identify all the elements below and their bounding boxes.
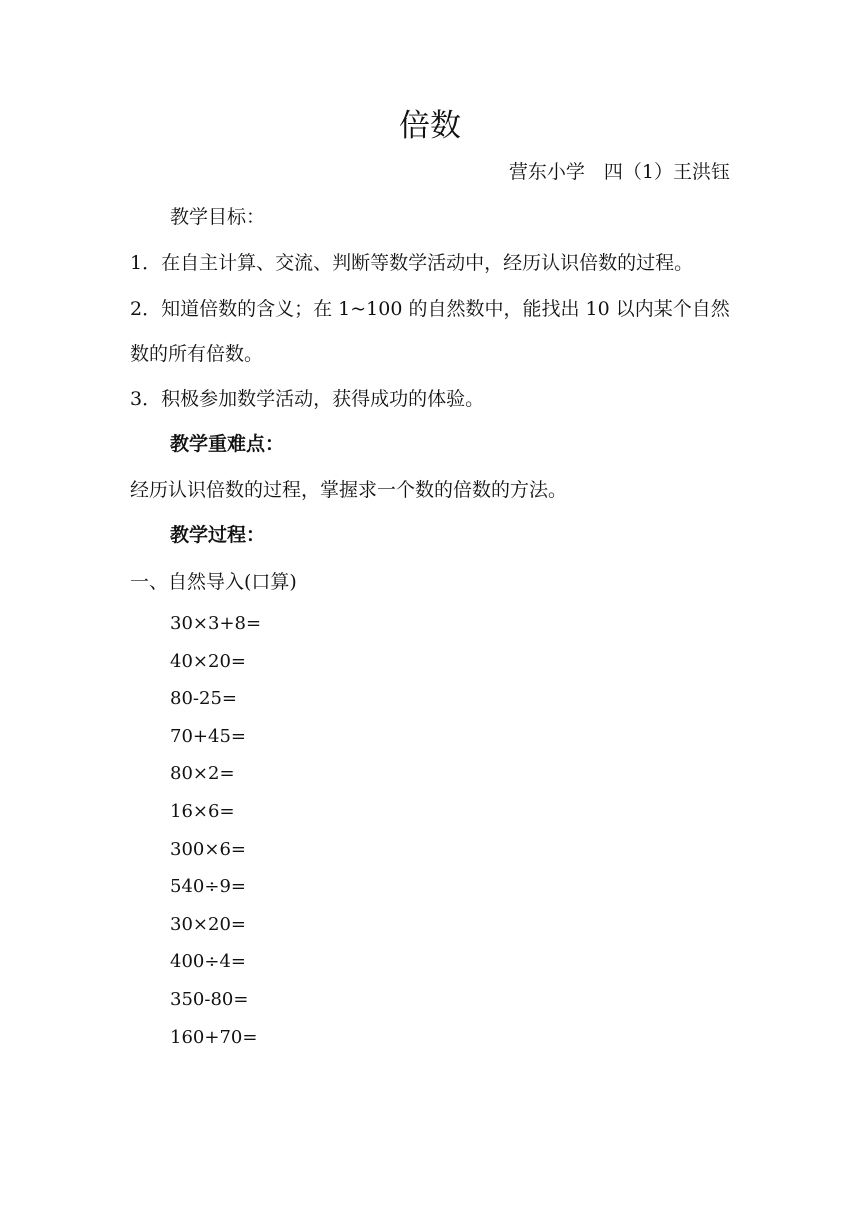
section-one-heading: 一、自然导入(口算) bbox=[130, 571, 297, 593]
key-points-text: 经历认识倍数的过程，掌握求一个数的倍数的方法。 bbox=[130, 479, 568, 501]
objectives-heading: 教学目标： bbox=[170, 206, 266, 228]
calc-item: 300×6= bbox=[170, 838, 246, 860]
process-heading: 教学过程： bbox=[170, 524, 266, 546]
calc-item: 80×2= bbox=[170, 763, 235, 785]
calc-item: 540÷9= bbox=[170, 876, 246, 898]
calc-item: 16×6= bbox=[170, 800, 235, 822]
document-title: 倍数 bbox=[399, 108, 461, 144]
key-points-heading: 教学重难点： bbox=[170, 433, 285, 455]
calc-item: 80-25= bbox=[170, 688, 237, 710]
calc-item: 30×20= bbox=[170, 913, 246, 935]
objective-item-2: 2．知道倍数的含义；在 1~100 的自然数中，能找出 10 以内某个自然 bbox=[130, 298, 730, 320]
mental-math-list bbox=[170, 605, 261, 1056]
calc-item: 40×20= bbox=[170, 650, 246, 672]
author-line: 营东小学 四（1）王洪钰 bbox=[508, 161, 730, 183]
calc-item: 30×3+8= bbox=[170, 613, 262, 634]
calc-item: 350-80= bbox=[170, 988, 249, 1010]
calc-item: 400÷4= bbox=[170, 951, 246, 973]
calc-item: 70+45= bbox=[170, 725, 246, 747]
objective-item-3: 3．积极参加数学活动，获得成功的体验。 bbox=[130, 388, 485, 410]
objective-item-2-continued: 数的所有倍数。 bbox=[130, 343, 264, 365]
objective-item-1: 1．在自主计算、交流、判断等数学活动中，经历认识倍数的过程。 bbox=[130, 252, 694, 274]
calc-item: 160+70= bbox=[170, 1026, 258, 1048]
